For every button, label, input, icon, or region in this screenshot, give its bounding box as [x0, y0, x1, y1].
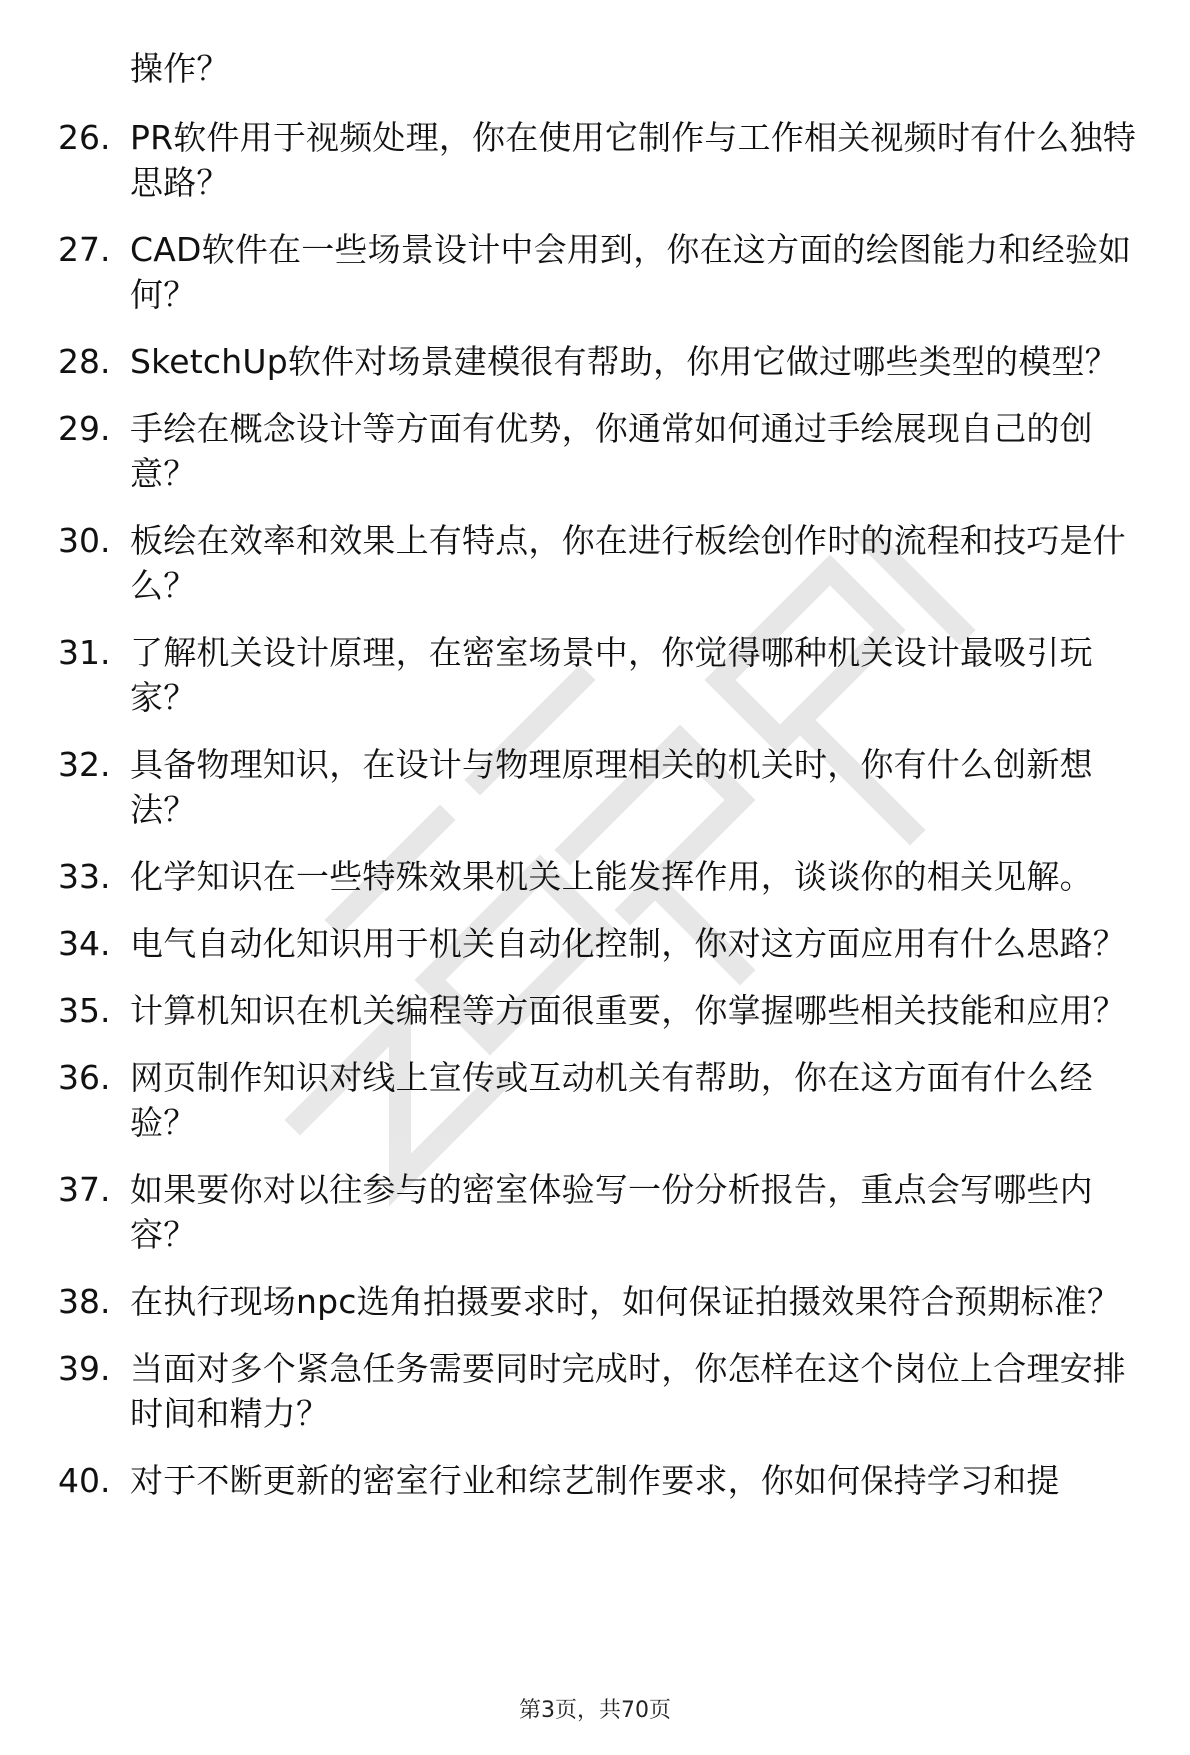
question-text: 操作？ [130, 49, 230, 88]
page-number-footer: 第3页，共70页 [519, 1698, 671, 1723]
question-list [58, 46, 1158, 1525]
question-text: SketchUp软件对场景建模很有帮助，你用它做过哪些类型的模型？ [130, 342, 1118, 381]
question-text: 如果要你对以往参与的密室体验写一份分析报告，重点会写哪些内容？ [130, 1170, 1093, 1254]
question-number: 32. [58, 745, 111, 784]
question-number: 30. [58, 521, 111, 560]
question-text: 对于不断更新的密室行业和综艺制作要求，你如何保持学习和提 [130, 1461, 1060, 1500]
list-item [58, 406, 1158, 496]
question-number: 39. [58, 1349, 111, 1388]
question-text: CAD软件在一些场景设计中会用到，你在这方面的绘图能力和经验如何？ [130, 230, 1132, 314]
question-text: 具备物理知识，在设计与物理原理相关的机关时，你有什么创新想法？ [130, 745, 1093, 829]
question-text: 手绘在概念设计等方面有优势，你通常如何通过手绘展现自己的创意？ [130, 409, 1093, 493]
question-number: 36. [58, 1058, 111, 1097]
list-item [58, 1167, 1158, 1257]
question-number: 26. [58, 118, 111, 157]
list-item [58, 1055, 1158, 1145]
question-number: 34. [58, 924, 111, 963]
list-item [58, 742, 1158, 832]
list-item [58, 518, 1158, 608]
list-item [58, 921, 1158, 966]
list-item [58, 630, 1158, 720]
list-item [58, 115, 1158, 205]
list-item-continuation [58, 46, 1158, 91]
list-item [58, 988, 1158, 1033]
list-item [58, 1458, 1158, 1503]
question-text: 在执行现场npc选角拍摄要求时，如何保证拍摄效果符合预期标准？ [130, 1282, 1121, 1321]
question-text: 板绘在效率和效果上有特点，你在进行板绘创作时的流程和技巧是什么？ [130, 521, 1126, 605]
question-text: PR软件用于视频处理，你在使用它制作与工作相关视频时有什么独特思路？ [130, 118, 1137, 202]
question-text: 化学知识在一些特殊效果机关上能发挥作用，谈谈你的相关见解。 [130, 857, 1093, 896]
question-text: 计算机知识在机关编程等方面很重要，你掌握哪些相关技能和应用？ [130, 991, 1126, 1030]
list-item [58, 227, 1158, 317]
question-text: 当面对多个紧急任务需要同时完成时，你怎样在这个岗位上合理安排时间和精力？ [130, 1349, 1126, 1433]
question-text: 电气自动化知识用于机关自动化控制，你对这方面应用有什么思路？ [130, 924, 1126, 963]
question-number: 29. [58, 409, 111, 448]
list-item [58, 854, 1158, 899]
list-item [58, 1279, 1158, 1324]
question-number: 38. [58, 1282, 111, 1321]
list-item [58, 1346, 1158, 1436]
question-number: 35. [58, 991, 111, 1030]
question-text: 了解机关设计原理，在密室场景中，你觉得哪种机关设计最吸引玩家？ [130, 633, 1093, 717]
list-item [58, 339, 1158, 384]
question-number: 31. [58, 633, 111, 672]
question-number: 40. [58, 1461, 111, 1500]
question-number: 27. [58, 230, 111, 269]
question-number: 33. [58, 857, 111, 896]
question-number: 28. [58, 342, 111, 381]
question-number: 37. [58, 1170, 111, 1209]
question-text: 网页制作知识对线上宣传或互动机关有帮助，你在这方面有什么经验？ [130, 1058, 1093, 1142]
